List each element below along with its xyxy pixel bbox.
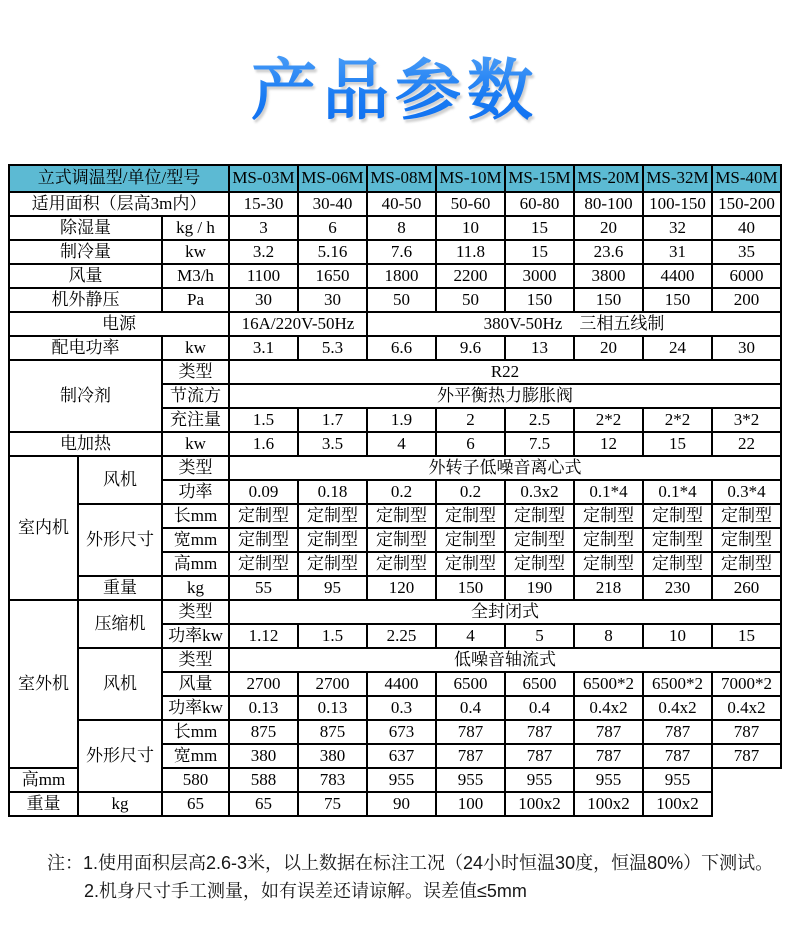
- value-cell: 定制型: [505, 504, 574, 528]
- sub-label-cell: 宽mm: [162, 744, 229, 768]
- value-cell: 783: [298, 768, 367, 792]
- row-label-cell: 室外机: [9, 600, 78, 768]
- value-cell: 8: [367, 216, 436, 240]
- row-label-cell: 外形尺寸: [78, 720, 162, 792]
- value-cell: 65: [229, 792, 298, 816]
- value-cell: 1.5: [229, 408, 298, 432]
- row-label-cell: 电加热: [9, 432, 162, 456]
- table-row: [9, 216, 781, 240]
- unit-cell: kw: [162, 336, 229, 360]
- footnote-line-2: 2.机身尺寸手工测量，如有误差还请谅解。误差值≤5mm: [84, 881, 527, 901]
- value-cell: 2700: [298, 672, 367, 696]
- value-cell: 0.13: [298, 696, 367, 720]
- value-cell: 2*2: [574, 408, 643, 432]
- row-label-cell: 电源: [9, 312, 229, 336]
- value-cell: 787: [574, 744, 643, 768]
- value-cell: 30-40: [298, 192, 367, 216]
- model-header-cell: MS-40M: [712, 165, 781, 192]
- value-cell: 218: [574, 576, 643, 600]
- value-cell: 23.6: [574, 240, 643, 264]
- value-cell: 787: [505, 720, 574, 744]
- table-row: [9, 456, 781, 480]
- table-row: [9, 312, 781, 336]
- value-cell: 955: [643, 768, 712, 792]
- value-cell: 4: [436, 624, 505, 648]
- value-cell: 外转子低噪音离心式: [229, 456, 781, 480]
- value-cell: 787: [574, 720, 643, 744]
- value-cell: 120: [367, 576, 436, 600]
- value-cell: 10: [643, 624, 712, 648]
- row-label-cell: 制冷量: [9, 240, 162, 264]
- value-cell: 6000: [712, 264, 781, 288]
- sub-label-cell: 长mm: [162, 504, 229, 528]
- table-row: [9, 192, 781, 216]
- row-label-cell: 重量: [9, 792, 78, 816]
- value-cell: 32: [643, 216, 712, 240]
- value-cell: 955: [505, 768, 574, 792]
- sub-label-cell: 功率kw: [162, 696, 229, 720]
- value-cell: 75: [298, 792, 367, 816]
- value-cell: 50: [436, 288, 505, 312]
- value-cell: 2: [436, 408, 505, 432]
- value-cell: 定制型: [643, 504, 712, 528]
- value-cell: 0.2: [367, 480, 436, 504]
- value-cell: 200: [712, 288, 781, 312]
- unit-cell: kw: [162, 432, 229, 456]
- model-header-cell: MS-03M: [229, 165, 298, 192]
- value-cell: 外平衡热力膨胀阀: [229, 384, 781, 408]
- model-header-cell: MS-32M: [643, 165, 712, 192]
- value-cell: 2*2: [643, 408, 712, 432]
- value-cell: 定制型: [367, 504, 436, 528]
- value-cell: 12: [574, 432, 643, 456]
- value-cell: 9.6: [436, 336, 505, 360]
- value-cell: 2200: [436, 264, 505, 288]
- table-row: [9, 288, 781, 312]
- value-cell: 定制型: [367, 552, 436, 576]
- value-cell: 30: [712, 336, 781, 360]
- value-cell: 95: [298, 576, 367, 600]
- table-row: [9, 504, 781, 528]
- value-cell: 787: [436, 720, 505, 744]
- value-cell: 7000*2: [712, 672, 781, 696]
- value-cell: 6.6: [367, 336, 436, 360]
- value-cell: 955: [436, 768, 505, 792]
- value-cell: 6: [436, 432, 505, 456]
- value-cell: 1.12: [229, 624, 298, 648]
- value-cell: 2.25: [367, 624, 436, 648]
- value-cell: 8: [574, 624, 643, 648]
- value-cell: 100x2: [643, 792, 712, 816]
- value-cell: 190: [505, 576, 574, 600]
- value-cell: 80-100: [574, 192, 643, 216]
- value-cell: 100x2: [505, 792, 574, 816]
- value-cell: 40-50: [367, 192, 436, 216]
- table-row: [9, 336, 781, 360]
- value-cell: 0.1*4: [643, 480, 712, 504]
- value-cell: 4: [367, 432, 436, 456]
- value-cell: 定制型: [643, 528, 712, 552]
- unit-cell: kg / h: [162, 216, 229, 240]
- value-cell: 1.7: [298, 408, 367, 432]
- value-cell: 24: [643, 336, 712, 360]
- table-row: [9, 360, 781, 384]
- value-cell: 0.13: [229, 696, 298, 720]
- footnotes: [47, 849, 790, 905]
- value-cell: R22: [229, 360, 781, 384]
- value-cell: 150: [643, 288, 712, 312]
- value-cell: 4400: [643, 264, 712, 288]
- value-cell: 1650: [298, 264, 367, 288]
- value-cell: 0.4x2: [574, 696, 643, 720]
- value-cell: 0.4x2: [643, 696, 712, 720]
- value-cell: 55: [229, 576, 298, 600]
- value-cell: 15-30: [229, 192, 298, 216]
- value-cell: 3000: [505, 264, 574, 288]
- value-cell: 65: [162, 792, 229, 816]
- footnote-line-1: 注：1.使用面积层高2.6-3米，以上数据在标注工况（24小时恒温30度，恒温80%）下测试。: [47, 853, 774, 873]
- value-cell: 6500*2: [574, 672, 643, 696]
- row-label-cell: 配电功率: [9, 336, 162, 360]
- value-cell: 15: [643, 432, 712, 456]
- value-cell: 1.5: [298, 624, 367, 648]
- value-cell: 定制型: [643, 552, 712, 576]
- value-cell: 定制型: [298, 504, 367, 528]
- value-cell: 60-80: [505, 192, 574, 216]
- table-row: [9, 720, 781, 744]
- value-cell: 定制型: [574, 504, 643, 528]
- sub-label-cell: 宽mm: [162, 528, 229, 552]
- value-cell: 定制型: [436, 552, 505, 576]
- value-cell: 5: [505, 624, 574, 648]
- value-cell: 4400: [367, 672, 436, 696]
- value-cell: 16A/220V-50Hz: [229, 312, 367, 336]
- value-cell: 30: [298, 288, 367, 312]
- sub-label-cell: 类型: [162, 456, 229, 480]
- table-row: [9, 648, 781, 672]
- value-cell: 787: [505, 744, 574, 768]
- row-label-cell: 适用面积（层高3m内）: [9, 192, 229, 216]
- value-cell: 定制型: [367, 528, 436, 552]
- unit-cell: kg: [78, 792, 162, 816]
- value-cell: 定制型: [505, 528, 574, 552]
- value-cell: 3800: [574, 264, 643, 288]
- value-cell: 955: [574, 768, 643, 792]
- value-cell: 11.8: [436, 240, 505, 264]
- table-title-cell: 立式调温型/单位/型号: [9, 165, 229, 192]
- value-cell: 0.4: [436, 696, 505, 720]
- value-cell: 定制型: [229, 552, 298, 576]
- value-cell: 580: [162, 768, 229, 792]
- row-label-cell: 外形尺寸: [78, 504, 162, 576]
- unit-cell: Pa: [162, 288, 229, 312]
- value-cell: 787: [436, 744, 505, 768]
- sub-label-cell: 类型: [162, 648, 229, 672]
- value-cell: 787: [712, 720, 781, 744]
- value-cell: 955: [367, 768, 436, 792]
- value-cell: 150: [436, 576, 505, 600]
- sub-label-cell: 功率: [162, 480, 229, 504]
- value-cell: 6: [298, 216, 367, 240]
- value-cell: 0.09: [229, 480, 298, 504]
- value-cell: 13: [505, 336, 574, 360]
- model-header-cell: MS-20M: [574, 165, 643, 192]
- row-label-cell: 风机: [78, 456, 162, 504]
- sub-label-cell: 高mm: [162, 552, 229, 576]
- row-label-cell: 室内机: [9, 456, 78, 600]
- value-cell: 380: [298, 744, 367, 768]
- model-header-cell: MS-08M: [367, 165, 436, 192]
- value-cell: 50: [367, 288, 436, 312]
- value-cell: 定制型: [712, 552, 781, 576]
- model-header-cell: MS-10M: [436, 165, 505, 192]
- value-cell: 20: [574, 216, 643, 240]
- value-cell: 30: [229, 288, 298, 312]
- table-row: [9, 240, 781, 264]
- value-cell: 100-150: [643, 192, 712, 216]
- sub-label-cell: 类型: [162, 600, 229, 624]
- sub-label-cell: 高mm: [9, 768, 78, 792]
- value-cell: 定制型: [505, 552, 574, 576]
- value-cell: 90: [367, 792, 436, 816]
- spec-table-body: [9, 165, 781, 816]
- sub-label-cell: 节流方: [162, 384, 229, 408]
- table-row: [9, 576, 781, 600]
- unit-cell: kg: [162, 576, 229, 600]
- value-cell: 0.1*4: [574, 480, 643, 504]
- value-cell: 2.5: [505, 408, 574, 432]
- value-cell: 40: [712, 216, 781, 240]
- value-cell: 150: [505, 288, 574, 312]
- value-cell: 3.5: [298, 432, 367, 456]
- value-cell: 673: [367, 720, 436, 744]
- value-cell: 5.3: [298, 336, 367, 360]
- row-label-cell: 风量: [9, 264, 162, 288]
- value-cell: 380V-50Hz 三相五线制: [367, 312, 781, 336]
- value-cell: 260: [712, 576, 781, 600]
- value-cell: 定制型: [229, 504, 298, 528]
- table-row: [9, 264, 781, 288]
- value-cell: 3: [229, 216, 298, 240]
- value-cell: 定制型: [298, 552, 367, 576]
- row-label-cell: 压缩机: [78, 600, 162, 648]
- table-row: [9, 432, 781, 456]
- unit-cell: M3/h: [162, 264, 229, 288]
- value-cell: 3.1: [229, 336, 298, 360]
- value-cell: 637: [367, 744, 436, 768]
- table-row: [9, 600, 781, 624]
- value-cell: 低噪音轴流式: [229, 648, 781, 672]
- value-cell: 全封闭式: [229, 600, 781, 624]
- value-cell: 0.4: [505, 696, 574, 720]
- row-label-cell: 重量: [78, 576, 162, 600]
- value-cell: 3*2: [712, 408, 781, 432]
- value-cell: 6500*2: [643, 672, 712, 696]
- value-cell: 50-60: [436, 192, 505, 216]
- value-cell: 0.3: [367, 696, 436, 720]
- value-cell: 35: [712, 240, 781, 264]
- value-cell: 定制型: [712, 528, 781, 552]
- product-spec-table: [8, 164, 782, 817]
- value-cell: 0.18: [298, 480, 367, 504]
- row-label-cell: 除湿量: [9, 216, 162, 240]
- model-header-cell: MS-15M: [505, 165, 574, 192]
- value-cell: 100x2: [574, 792, 643, 816]
- value-cell: 定制型: [436, 528, 505, 552]
- model-header-cell: MS-06M: [298, 165, 367, 192]
- value-cell: 22: [712, 432, 781, 456]
- value-cell: 787: [712, 744, 781, 768]
- value-cell: 230: [643, 576, 712, 600]
- unit-cell: kw: [162, 240, 229, 264]
- value-cell: 定制型: [574, 528, 643, 552]
- value-cell: 15: [712, 624, 781, 648]
- value-cell: 0.4x2: [712, 696, 781, 720]
- value-cell: 0.2: [436, 480, 505, 504]
- value-cell: 31: [643, 240, 712, 264]
- value-cell: 1800: [367, 264, 436, 288]
- value-cell: 1.9: [367, 408, 436, 432]
- value-cell: 定制型: [298, 528, 367, 552]
- value-cell: 定制型: [436, 504, 505, 528]
- value-cell: 15: [505, 240, 574, 264]
- value-cell: 150: [574, 288, 643, 312]
- row-label-cell: 机外静压: [9, 288, 162, 312]
- value-cell: 7.6: [367, 240, 436, 264]
- sub-label-cell: 充注量: [162, 408, 229, 432]
- value-cell: 0.3*4: [712, 480, 781, 504]
- table-row: [9, 792, 781, 816]
- value-cell: 2700: [229, 672, 298, 696]
- value-cell: 100: [436, 792, 505, 816]
- value-cell: 6500: [505, 672, 574, 696]
- sub-label-cell: 风量: [162, 672, 229, 696]
- value-cell: 15: [505, 216, 574, 240]
- sub-label-cell: 功率kw: [162, 624, 229, 648]
- page-title: 产品参数: [0, 44, 790, 136]
- value-cell: 0.3x2: [505, 480, 574, 504]
- row-label-cell: 制冷剂: [9, 360, 162, 432]
- value-cell: 5.16: [298, 240, 367, 264]
- value-cell: 20: [574, 336, 643, 360]
- value-cell: 6500: [436, 672, 505, 696]
- row-label-cell: 风机: [78, 648, 162, 720]
- value-cell: 1.6: [229, 432, 298, 456]
- value-cell: 875: [229, 720, 298, 744]
- value-cell: 787: [643, 744, 712, 768]
- table-row: [9, 165, 781, 192]
- value-cell: 10: [436, 216, 505, 240]
- value-cell: 3.2: [229, 240, 298, 264]
- value-cell: 定制型: [712, 504, 781, 528]
- sub-label-cell: 类型: [162, 360, 229, 384]
- value-cell: 588: [229, 768, 298, 792]
- value-cell: 7.5: [505, 432, 574, 456]
- value-cell: 定制型: [229, 528, 298, 552]
- value-cell: 1100: [229, 264, 298, 288]
- value-cell: 定制型: [574, 552, 643, 576]
- sub-label-cell: 长mm: [162, 720, 229, 744]
- value-cell: 787: [643, 720, 712, 744]
- value-cell: 150-200: [712, 192, 781, 216]
- value-cell: 875: [298, 720, 367, 744]
- value-cell: 380: [229, 744, 298, 768]
